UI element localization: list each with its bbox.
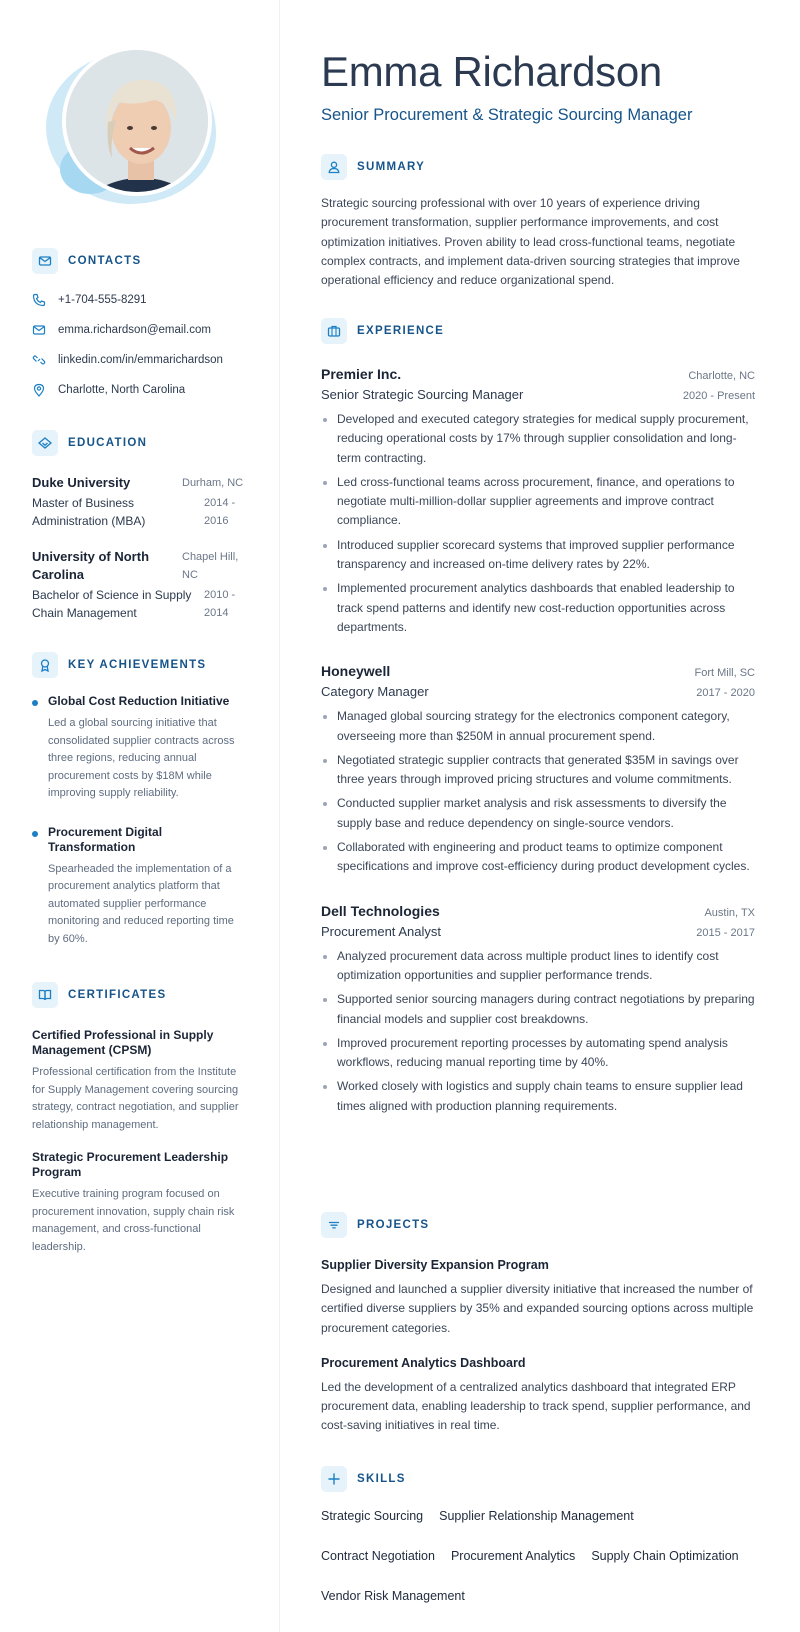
email-icon: [32, 323, 46, 337]
job-entry: [321, 901, 755, 1116]
certificate-item: [32, 1028, 248, 1134]
certificates-header: [32, 982, 248, 1008]
job-bullet: Analyzed procurement data across multiple product lines to identify cost optimization opportunities and supplier performance trends.: [321, 947, 755, 986]
job-location: Fort Mill, SC: [694, 667, 755, 680]
education-degree: Bachelor of Science in Supply Chain Management: [32, 588, 192, 620]
projects-header: [321, 1212, 755, 1238]
contact-email-value: emma.richardson@email.com: [58, 324, 211, 336]
project-title: Supplier Diversity Expansion Program: [321, 1258, 549, 1272]
job-dates: 2020 - Present: [682, 390, 755, 402]
job-bullet: Developed and executed category strategies for medical supply procurement, reducing operational costs by 17% through supplier consolidation and long-term contracting.: [321, 410, 755, 468]
project-description: Designed and launched a supplier diversity initiative that increased the number of certified diverse suppliers by 35% and expanded sourcing options across multiple procurement categories.: [321, 1282, 754, 1335]
job-bullet: Managed global sourcing strategy for the electronics component category, overseeing more than $250M in annual procurement spend.: [321, 707, 755, 746]
job-company: Honeywell: [321, 663, 391, 680]
job-company: Dell Technologies: [321, 902, 440, 919]
job-dates: 2015 - 2017: [696, 926, 755, 939]
education-school: University of North Carolina: [32, 549, 150, 582]
job-bullet: Supported senior sourcing managers during contract negotiations by preparing financial models and supplier cost breakdowns.: [321, 990, 755, 1029]
certificate-description: Executive training program focused on procurement innovation, supply chain risk management, and cross-functional leadership.: [32, 1188, 235, 1253]
contacts-header: [32, 248, 248, 274]
achievement-title: Procurement Digital Transformation: [48, 824, 163, 854]
education-item: [32, 474, 248, 530]
contact-phone-value: +1-704-555-8291: [58, 294, 147, 306]
job-bullet: Introduced supplier scorecard systems that improved supplier performance transparency and increased on-time delivery rates by 22%.: [321, 536, 755, 575]
sidebar: [0, 0, 280, 1632]
summary-heading: SUMMARY: [357, 161, 426, 173]
contact-location: [32, 382, 248, 398]
job-role: Senior Strategic Sourcing Manager: [321, 387, 524, 402]
user-icon: [321, 154, 347, 180]
contact-phone[interactable]: [32, 292, 248, 308]
candidate-title: Senior Procurement & Strategic Sourcing Manager: [321, 106, 693, 124]
contact-linkedin[interactable]: [32, 352, 248, 368]
skill-item: Contract Negotiation: [321, 1549, 435, 1563]
education-degree: Master of Business Administration (MBA): [32, 496, 146, 528]
link-icon: [32, 353, 46, 367]
certificate-item: [32, 1150, 248, 1256]
skill-item: Procurement Analytics: [450, 1549, 576, 1563]
phone-icon: [32, 293, 46, 307]
skill-list: [321, 1492, 755, 1606]
job-bullet: Implemented procurement analytics dashboards that enabled leadership to track spend patterns and identify new cost-reduction opportunities across departments.: [321, 579, 755, 637]
job-bullets: [321, 707, 755, 876]
achievement-title: Global Cost Reduction Initiative: [48, 694, 230, 708]
skills-heading: SKILLS: [357, 1473, 406, 1485]
plus-icon: [321, 1466, 347, 1492]
certificates-heading: CERTIFICATES: [68, 989, 167, 1001]
experience-heading: EXPERIENCE: [357, 325, 445, 337]
education-years: 2010 - 2014: [204, 589, 236, 619]
contacts-section: [32, 248, 248, 398]
graduation-cap-icon: [32, 430, 58, 456]
filter-icon: [321, 1212, 347, 1238]
certificate-description: Professional certification from the Institute for Supply Management covering sourcing strategy, contract negotiation, and supplier relationship management.: [32, 1066, 239, 1131]
job-bullet: Negotiated strategic supplier contracts that generated $35M in savings over three years through improved pricing structures and volume commitments.: [321, 751, 755, 790]
award-icon: [32, 652, 58, 678]
certificates-section: [32, 982, 248, 1256]
contact-location-value: Charlotte, North Carolina: [58, 384, 186, 396]
achievement-item: [32, 825, 248, 949]
briefcase-icon: [321, 318, 347, 344]
achievement-description: Spearheaded the implementation of a procurement analytics platform that automated supplier performance monitoring and reduced reporting time by 60%.: [48, 862, 234, 945]
job-bullet: Worked closely with logistics and supply chain teams to ensure supplier lead times aligned with production planning requirements.: [321, 1077, 755, 1116]
job-bullet: Collaborated with engineering and product teams to optimize component specifications and improve cost-efficiency during product development cycles.: [321, 838, 755, 877]
summary-text: Strategic sourcing professional with over 10 years of experience driving procurement transformation, supplier performance improvements, and cost optimization initiatives. Proven ability to lead cross-functional teams, negotiate complex contracts, and implement data-driven sourcing strategies that improve operational efficiency and reduce organizational spend.: [321, 196, 740, 288]
achievements-header: [32, 652, 248, 678]
skill-item: Supplier Relationship Management: [439, 1509, 634, 1523]
projects-heading: PROJECTS: [357, 1219, 430, 1231]
job-role: Procurement Analyst: [321, 923, 441, 939]
education-location: Durham, NC: [182, 477, 244, 489]
mail-icon: [32, 248, 58, 274]
main-content: [281, 0, 800, 1632]
contact-linkedin-value: linkedin.com/in/emmarichardson: [58, 354, 223, 366]
achievement-description: Led a global sourcing initiative that consolidated supplier contracts across three regions, reducing annual procurement costs by $18M while improving supply reliability.: [48, 717, 235, 799]
contacts-heading: CONTACTS: [68, 255, 142, 267]
skill-item: Vendor Risk Management: [321, 1589, 465, 1603]
skill-item: Strategic Sourcing: [321, 1509, 424, 1523]
job-location: Austin, TX: [704, 906, 755, 919]
contact-email[interactable]: [32, 322, 248, 338]
certificate-title: Certified Professional in Supply Management (CPSM): [32, 1028, 214, 1057]
job-bullets: [321, 947, 755, 1116]
projects-section: [321, 1212, 755, 1436]
summary-header: [321, 154, 755, 180]
project-item: [321, 1256, 755, 1338]
education-school: Duke University: [32, 475, 131, 490]
project-description: Led the development of a centralized analytics dashboard that integrated ERP procurement data, enabling leadership to track spend, supplier performance, and cost-saving initiatives in real time.: [321, 1379, 751, 1433]
job-bullet: Led cross-functional teams across procurement, finance, and operations to negotiate multi-million-dollar supplier agreements and improve contract compliance.: [321, 473, 755, 531]
achievements-section: [32, 652, 248, 948]
experience-section: [321, 318, 755, 1116]
education-section: [32, 430, 248, 622]
education-header: [32, 430, 248, 456]
job-location: Charlotte, NC: [688, 370, 755, 382]
achievement-item: [32, 694, 248, 803]
job-dates: 2017 - 2020: [696, 687, 755, 700]
education-years: 2014 - 2016: [204, 497, 236, 527]
education-heading: EDUCATION: [68, 437, 148, 449]
location-icon: [32, 383, 46, 397]
job-entry: [321, 364, 755, 637]
project-item: [321, 1354, 755, 1436]
book-icon: [32, 982, 58, 1008]
skills-section: [321, 1466, 755, 1606]
job-bullet: Improved procurement reporting processes by automating spend analysis workflows, reducing manual reporting time by 40%.: [321, 1034, 755, 1073]
avatar: [62, 46, 212, 196]
experience-header: [321, 318, 755, 344]
certificate-title: Strategic Procurement Leadership Program: [32, 1150, 229, 1179]
skills-header: [321, 1466, 755, 1492]
job-bullets: [321, 410, 755, 637]
education-item: [32, 548, 248, 622]
avatar-container: [46, 44, 224, 204]
candidate-name: Emma Richardson: [321, 48, 662, 95]
project-title: Procurement Analytics Dashboard: [321, 1355, 526, 1370]
job-bullet: Conducted supplier market analysis and risk assessments to diversify the supply base and reduce dependency on single-source vendors.: [321, 794, 755, 833]
job-role: Category Manager: [321, 684, 429, 700]
achievements-heading: KEY ACHIEVEMENTS: [68, 659, 207, 671]
job-entry: [321, 661, 755, 876]
education-location: Chapel Hill, NC: [182, 551, 239, 581]
skill-item: Supply Chain Optimization: [591, 1549, 739, 1563]
job-company: Premier Inc.: [321, 366, 402, 382]
summary-section: [321, 154, 755, 290]
